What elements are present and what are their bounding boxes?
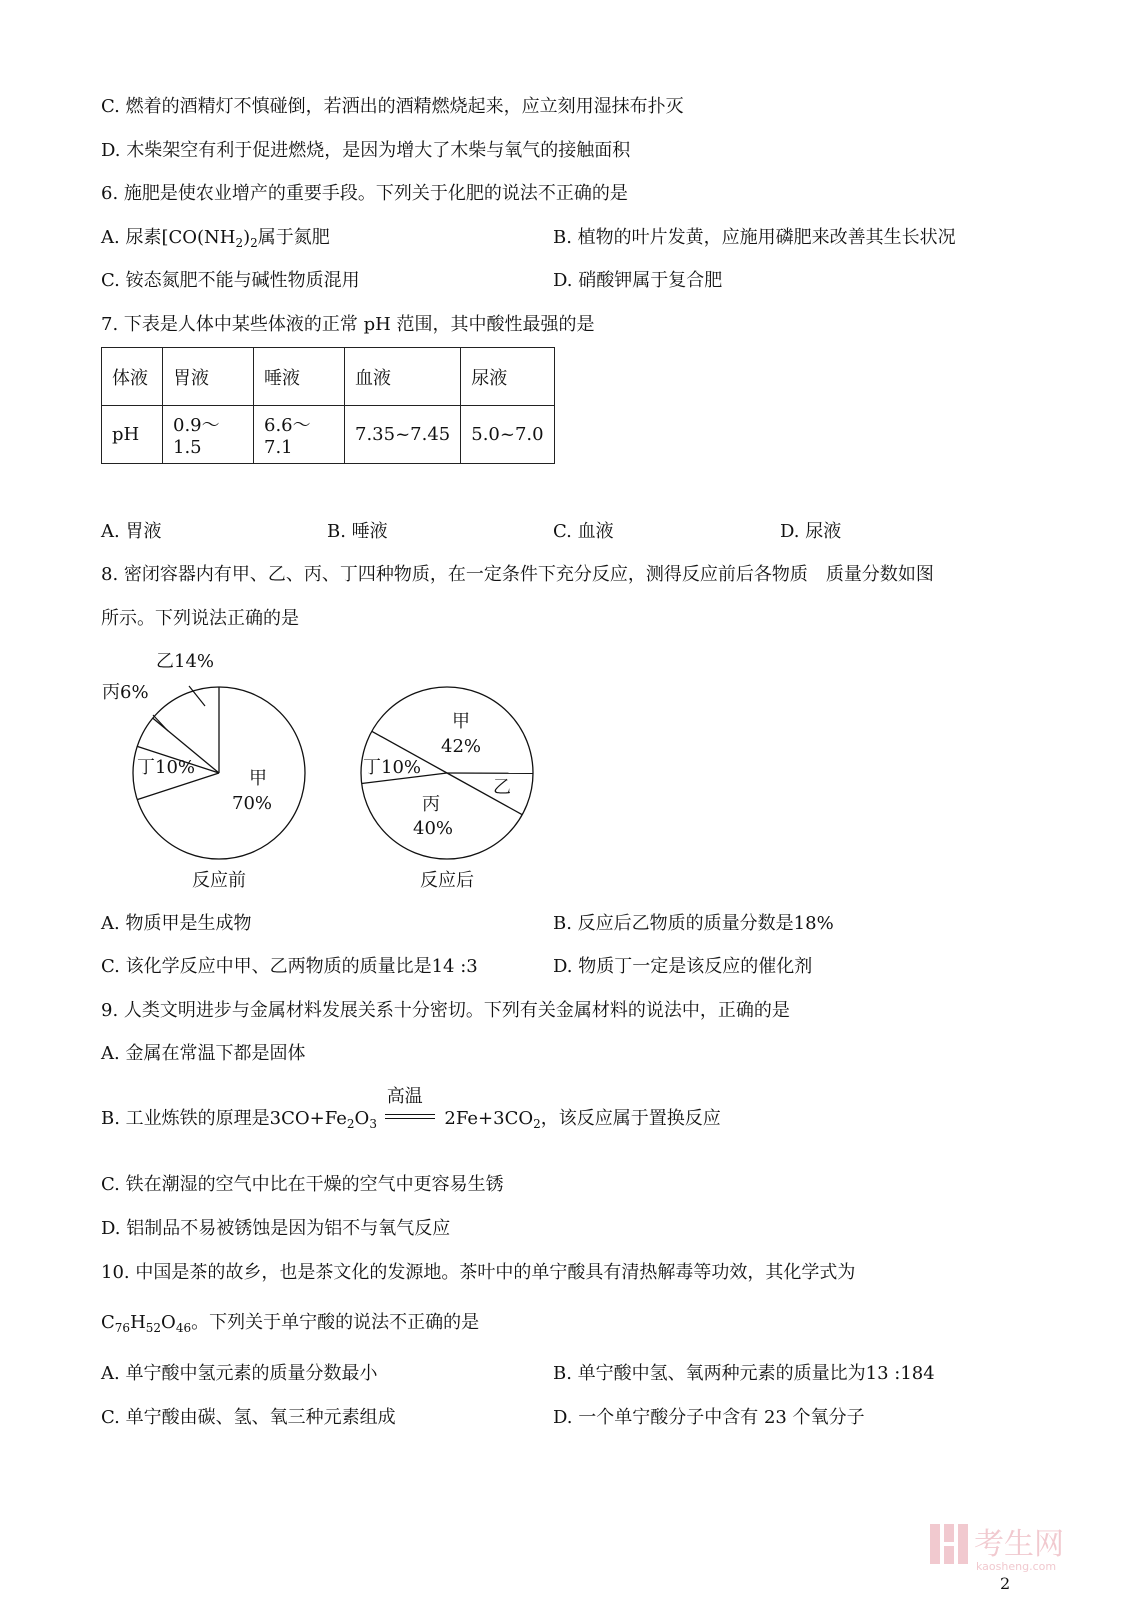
- watermark-emblem-icon: [930, 1524, 968, 1564]
- q10-option-d: D. 一个单宁酸分子中含有 23 个氧分子: [553, 1407, 865, 1428]
- pie-chart-before: [102, 651, 305, 891]
- q9-option-c: C. 铁在潮湿的空气中比在干燥的空气中更容易生锈: [101, 1174, 504, 1195]
- table-cell: 尿液: [461, 348, 554, 406]
- pie-title: 反应前: [192, 870, 246, 891]
- table-cell: 0.9～1.5: [163, 406, 254, 464]
- condition-text: 高温: [386, 1086, 423, 1107]
- q6-option-c: C. 铵态氮肥不能与碱性物质混用: [101, 270, 360, 291]
- q10-option-c: C. 单宁酸由碳、氢、氧三种元素组成: [101, 1407, 396, 1428]
- q7-option-c: C. 血液: [553, 521, 614, 542]
- q9-option-a: A. 金属在常温下都是固体: [101, 1043, 306, 1064]
- q7-option-a: A. 胃液: [101, 521, 162, 542]
- ph-table: [101, 347, 555, 464]
- pie-title: 反应后: [420, 870, 474, 891]
- pie-slice-label-乙: 乙14%: [156, 651, 215, 672]
- q10-stem-line1: 10. 中国是茶的故乡，也是茶文化的发源地。茶叶中的单宁酸具有清热解毒等功效，其化学式为: [101, 1262, 856, 1283]
- q8-stem-line1: 8. 密闭容器内有甲、乙、丙、丁四种物质，在一定条件下充分反应，测得反应前后各物质 质量分数如图: [101, 564, 934, 585]
- table-cell: 胃液: [163, 348, 254, 406]
- pie-slice-value-丙: 40%: [413, 818, 454, 839]
- q10-stem-line2: $C_{76}H_{52}O_{46}$。下列关于单宁酸的说法不正确的是: [101, 1312, 480, 1335]
- q9-option-d: D. 铝制品不易被锈蚀是因为铝不与氧气反应: [101, 1218, 451, 1239]
- pie-slice-label-丁: 丁10%: [137, 757, 196, 778]
- table-cell: 体液: [102, 348, 163, 406]
- watermark-site: kaosheng.com: [976, 1560, 1057, 1573]
- q5-option-d: D. 木柴架空有利于促进燃烧，是因为增大了木柴与氧气的接触面积: [101, 140, 631, 161]
- ph-table-header-row: [102, 348, 555, 406]
- pie-slice-value-甲: 70%: [232, 793, 273, 814]
- pie-chart-after: [361, 687, 533, 891]
- page-number: 2: [1000, 1574, 1011, 1593]
- q6-option-a: A. 尿素[$CO(NH_2)_2$属于氮肥: [101, 227, 330, 250]
- table-cell: 6.6～7.1: [254, 406, 345, 464]
- q7-option-d: D. 尿液: [780, 521, 842, 542]
- table-cell: 唾液: [254, 348, 345, 406]
- q10-option-b: B. 单宁酸中氢、氧两种元素的质量比为13 :184: [553, 1363, 935, 1384]
- q10-option-a: A. 单宁酸中氢元素的质量分数最小: [101, 1363, 378, 1384]
- q8-stem-line2: 所示。下列说法正确的是: [101, 608, 299, 629]
- pie-charts-figure: [95, 640, 575, 900]
- q8-option-b: B. 反应后乙物质的质量分数是18%: [553, 913, 834, 934]
- table-cell: pH: [102, 406, 163, 464]
- pie-slice-label-甲: 甲: [452, 711, 470, 732]
- pie-slice-label-丁: 丁10%: [363, 757, 422, 778]
- q9-option-b: B. 工业炼铁的原理是$3CO+Fe_2O_3$ 高温 $2Fe+3CO_2$，该反应属于置换反应: [101, 1086, 721, 1131]
- reaction-condition: [385, 1086, 437, 1131]
- pie-slice-label-丙: 丙: [422, 794, 440, 815]
- q6-option-d: D. 硝酸钾属于复合肥: [553, 270, 723, 291]
- pie-slice-label-丙: 丙6%: [102, 682, 149, 703]
- watermark-name: 考生网: [974, 1527, 1064, 1562]
- q8-option-a: A. 物质甲是生成物: [101, 913, 252, 934]
- ph-table-value-row: [102, 406, 555, 464]
- q5-option-c: C. 燃着的酒精灯不慎碰倒，若洒出的酒精燃烧起来，应立刻用湿抹布扑灭: [101, 96, 684, 117]
- pie-slice-value-甲: 42%: [441, 736, 482, 757]
- pie-slice-label-甲: 甲: [249, 768, 267, 789]
- q7-stem: 7. 下表是人体中某些体液的正常 pH 范围，其中酸性最强的是: [101, 314, 595, 335]
- q7-option-b: B. 唾液: [327, 521, 388, 542]
- q6-stem: 6. 施肥是使农业增产的重要手段。下列关于化肥的说法不正确的是: [101, 183, 628, 204]
- pie-leader-line: [153, 715, 168, 731]
- q9-stem: 9. 人类文明进步与金属材料发展关系十分密切。下列有关金属材料的说法中，正确的是: [101, 1000, 790, 1021]
- q8-option-d: D. 物质丁一定是该反应的催化剂: [553, 956, 813, 977]
- q6-option-b: B. 植物的叶片发黄，应施用磷肥来改善其生长状况: [553, 227, 956, 248]
- watermark-logo: [930, 1518, 1090, 1578]
- table-cell: 血液: [345, 348, 461, 406]
- table-cell: 7.35~7.45: [345, 406, 461, 464]
- q8-option-c: C. 该化学反应中甲、乙两物质的质量比是14 :3: [101, 956, 478, 977]
- pie-slice-label-乙: 乙: [493, 777, 511, 798]
- table-cell: 5.0~7.0: [461, 406, 554, 464]
- equals-sign: [385, 1114, 435, 1119]
